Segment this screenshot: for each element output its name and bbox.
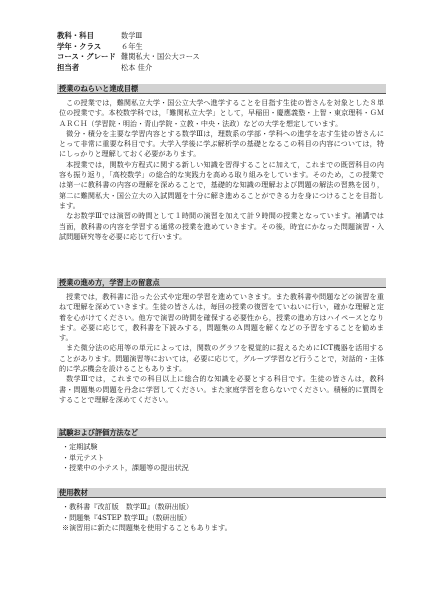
subject-value: 数学Ⅲ	[121, 31, 143, 40]
course-row	[57, 52, 200, 63]
grade-value: ６年生	[121, 41, 143, 51]
aims-paragraph: この授業では，難関私立大学・国公立大学へ進学することを目指す生徒の皆さんを対象とした８単位の授業です。本校数学科では，「難関私立大学」として，早稲田・慶應義塾・上智・東京理科・ＧＭＡＲＣＨ（学習院・明治・青山学院・立教・中央・法政）などの大学を想定しています。	[59, 98, 384, 128]
course-info	[57, 31, 200, 73]
list-item: ・単元テスト	[62, 452, 105, 462]
section-heading-aims: 授業のねらいと達成目標	[57, 84, 386, 94]
course-label: コース・グレード	[57, 52, 116, 61]
section-heading-materials: 使用教材	[57, 488, 386, 498]
subject-label: 教科・科目	[57, 31, 94, 40]
aims-paragraph: 微分・積分を主要な学習内容とする数学Ⅲは，理数系の学部・学科への進学を志す生徒の皆さんにとって非常に重要な科目です。大学入学後に学ぶ解析学の基礎となるこの科目の内容については，特にしっかりと理解しておく必要があります。	[59, 128, 384, 159]
section-heading-evaluation: 試験および評価方法など	[57, 428, 386, 438]
course-value: 難関私大・国公大コース	[121, 52, 200, 61]
list-item: ※演習用に新たに問題集を使用することもあります。	[62, 523, 232, 532]
evaluation-list	[62, 442, 189, 474]
list-item: ・授業中の小テスト，課題等の提出状況	[62, 463, 189, 472]
list-item: ・定期試験	[62, 442, 98, 451]
method-paragraph: 授業では，教科書に沿った公式や定理の学習を進めていきます。また教科書や問題などの演習を重ねて理解を深めていきます。生徒の皆さんは，毎回の授業の復習をていねいに行い，確かな理解と定着を心がけてください。他方で演習の時間を確保する必要性から，授業の進め方はハイペースとなります。必要に応じて，教科書を下読みする，問題集のＡ問題を解くなどの予習をすることを勧めます。	[59, 292, 384, 343]
grade-row	[57, 42, 200, 53]
materials-list	[62, 502, 232, 534]
teacher-label: 担当者	[57, 62, 80, 72]
teacher-row	[57, 63, 200, 74]
subject-row	[57, 31, 200, 42]
section-body-method	[59, 292, 384, 405]
aims-paragraph: なお数学Ⅲでは演習の時間として１時間の演習を加えて計９時間の授業となっています。補講では当面，教科書の内容を学習する通常の授業を進めていきます。その後，時宜にかなった問題演習・入試問題研究等を必要に応じて行います。	[59, 211, 384, 241]
teacher-value: 松本 佳介	[121, 62, 153, 72]
method-paragraph: 数学Ⅲでは，これまでの科目以上に総合的な知識を必要とする科目です。生徒の皆さんは，教科書・問題集の問題を丹念に学習してください。また家庭学習を怠らないでください。積極的に質問をすることで理解を深めてください。	[59, 374, 384, 404]
aims-paragraph: 本授業では，関数や方程式に関する新しい知識を習得することに加えて，これまでの既習科目の内容も振り返り，「高校数学」の総合的な実践力を高める取り組みをしています。そのため，この授業では第一に教科書の内容の理解を深めることで，基礎的な知識の理解および問題の解法の習熟を図り，第二に難関私大・国公立大の入試問題を十分に解き進めることができる力を身につけることを目指します。	[59, 159, 384, 210]
method-paragraph: また微分法の応用等の単元によっては，関数のグラフを視覚的に捉えるためにICT機器を活用することがあります。問題演習等においては，必要に応じて，グループ学習など行うことで，対話的・主体的に学ぶ機会を設けることもあります。	[59, 343, 384, 374]
section-heading-method: 授業の進め方，学習上の留意点	[57, 278, 386, 288]
list-item: ・問題集『4STEP 数学Ⅲ』（数研出版）	[62, 512, 191, 522]
grade-label: 学年・クラス	[57, 41, 102, 51]
section-body-aims	[59, 98, 384, 242]
list-item: ・教科書『改訂版 数学Ⅲ』（数研出版）	[62, 502, 193, 511]
